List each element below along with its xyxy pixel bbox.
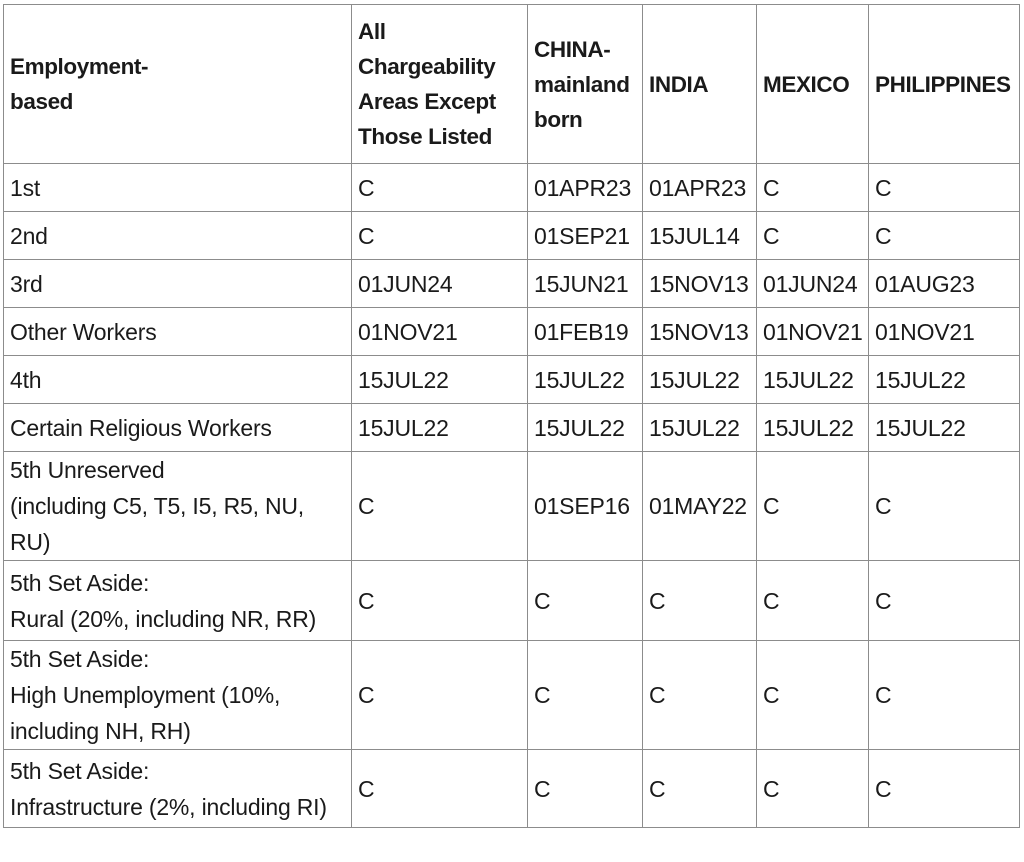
- header-line: Areas Except: [358, 89, 496, 114]
- table-row: [4, 404, 1020, 452]
- table-cell: C: [643, 561, 757, 641]
- header-india: INDIA: [643, 5, 757, 164]
- table-cell: 01JUN24: [757, 260, 869, 308]
- table-row: [4, 356, 1020, 404]
- table-cell: C: [528, 561, 643, 641]
- header-line: Chargeability: [358, 54, 496, 79]
- table-row: [4, 641, 1020, 750]
- table-cell: 15JUL22: [869, 356, 1020, 404]
- table-cell: C: [643, 750, 757, 828]
- row-category: 1st: [4, 164, 352, 212]
- table-cell: C: [352, 212, 528, 260]
- header-line: born: [534, 106, 583, 132]
- table-cell: C: [528, 750, 643, 828]
- table-cell: 01SEP16: [528, 452, 643, 561]
- table-cell: 01FEB19: [528, 308, 643, 356]
- category-line: Rural (20%, including NR, RR): [10, 605, 317, 632]
- table-cell: C: [352, 452, 528, 561]
- header-line: mainland: [534, 71, 630, 97]
- table-cell: 15JUL22: [352, 404, 528, 452]
- header-line: based: [10, 89, 74, 114]
- header-line: All: [358, 19, 386, 44]
- table-cell: 15JUL22: [757, 356, 869, 404]
- header-philippines: PHILIPPINES: [869, 5, 1020, 164]
- table-cell: C: [869, 750, 1020, 828]
- table-cell: 15JUL14: [643, 212, 757, 260]
- table-cell: C: [757, 164, 869, 212]
- table-cell: C: [869, 561, 1020, 641]
- row-category: [4, 750, 352, 828]
- table-cell: 01NOV21: [869, 308, 1020, 356]
- table-cell: C: [643, 641, 757, 750]
- table-cell: 01APR23: [528, 164, 643, 212]
- table-cell: 01AUG23: [869, 260, 1020, 308]
- table-cell: 15NOV13: [643, 260, 757, 308]
- table-cell: 01APR23: [643, 164, 757, 212]
- table-cell: C: [528, 641, 643, 750]
- header-china: [528, 5, 643, 164]
- category-line: Infrastructure (2%, including RI): [10, 793, 327, 820]
- table-cell: C: [757, 452, 869, 561]
- row-category: 3rd: [4, 260, 352, 308]
- table-cell: 15JUL22: [528, 356, 643, 404]
- table-cell: 15JUN21: [528, 260, 643, 308]
- header-all-chargeability: [352, 5, 528, 164]
- row-category: [4, 561, 352, 641]
- table-cell: 01NOV21: [757, 308, 869, 356]
- table-cell: C: [869, 452, 1020, 561]
- header-line: Those Listed: [358, 124, 492, 149]
- table-cell: 15NOV13: [643, 308, 757, 356]
- table-cell: 01JUN24: [352, 260, 528, 308]
- category-line: 5th Set Aside:: [10, 646, 150, 672]
- category-line: (including C5, T5, I5, R5, NU,: [10, 493, 304, 519]
- category-line: 5th Set Aside:: [10, 757, 150, 784]
- table-cell: 15JUL22: [643, 404, 757, 452]
- row-category: [4, 641, 352, 750]
- header-employment-based: [4, 5, 352, 164]
- table-cell: 15JUL22: [643, 356, 757, 404]
- table-cell: C: [352, 164, 528, 212]
- table-row: [4, 308, 1020, 356]
- header-row: [4, 5, 1020, 164]
- table-row: [4, 260, 1020, 308]
- table-cell: C: [352, 750, 528, 828]
- table-row: [4, 212, 1020, 260]
- row-category: 2nd: [4, 212, 352, 260]
- table-cell: C: [757, 641, 869, 750]
- table-cell: 15JUL22: [869, 404, 1020, 452]
- row-category: 4th: [4, 356, 352, 404]
- table-row: [4, 452, 1020, 561]
- table-cell: C: [352, 641, 528, 750]
- row-category: [4, 452, 352, 561]
- header-mexico: MEXICO: [757, 5, 869, 164]
- table-cell: 15JUL22: [528, 404, 643, 452]
- table-cell: C: [757, 561, 869, 641]
- table-cell: 01NOV21: [352, 308, 528, 356]
- table-cell: 01MAY22: [643, 452, 757, 561]
- table-row: [4, 164, 1020, 212]
- header-line: Employment-: [10, 54, 149, 79]
- category-line: High Unemployment (10%,: [10, 682, 281, 708]
- table-cell: C: [757, 750, 869, 828]
- row-category: Certain Religious Workers: [4, 404, 352, 452]
- final-action-dates-table: [3, 4, 1020, 828]
- category-line: RU): [10, 529, 51, 555]
- table-cell: C: [869, 212, 1020, 260]
- table-cell: 01SEP21: [528, 212, 643, 260]
- table-cell: 15JUL22: [352, 356, 528, 404]
- category-line: 5th Unreserved: [10, 457, 165, 483]
- row-category: Other Workers: [4, 308, 352, 356]
- header-line: CHINA-: [534, 36, 611, 62]
- table-cell: C: [869, 164, 1020, 212]
- table-cell: 15JUL22: [757, 404, 869, 452]
- table-cell: C: [869, 641, 1020, 750]
- table-cell: C: [352, 561, 528, 641]
- table-cell: C: [757, 212, 869, 260]
- category-line: 5th Set Aside:: [10, 569, 150, 596]
- table-row: [4, 750, 1020, 828]
- category-line: including NH, RH): [10, 718, 191, 744]
- table-row: [4, 561, 1020, 641]
